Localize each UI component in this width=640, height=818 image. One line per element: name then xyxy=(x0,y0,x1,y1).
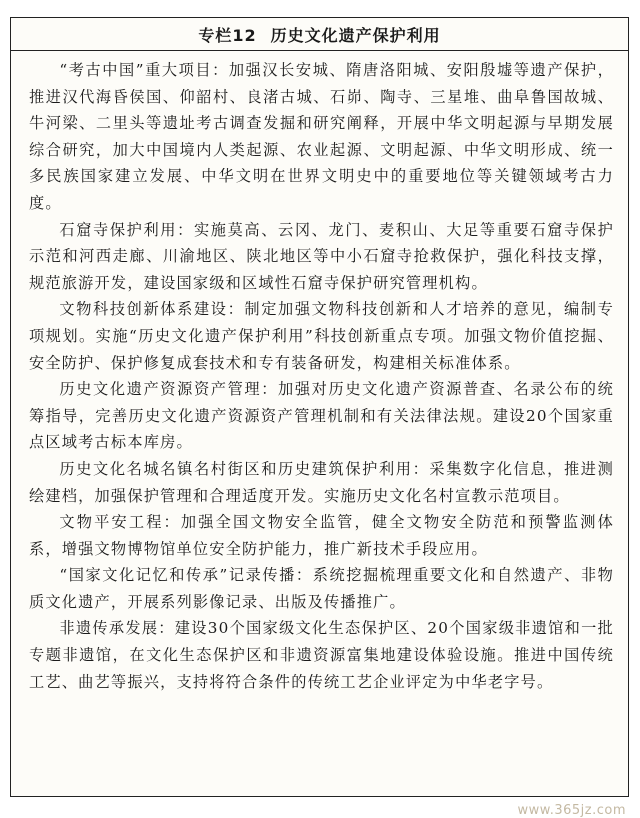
paragraph-intangible-heritage: 非遗传承发展：建设30个国家级文化生态保护区、20个国家级非遗馆和一批专题非遗馆，在文化生态保护区和非遗资源富集地建设体验设施。推进中国传统工艺、曲艺等振兴，支持将符合条件的传统工艺企业评定为中华老字号。 xyxy=(29,619,614,691)
paragraph-archaeology-china: “考古中国”重大项目：加强汉长安城、隋唐洛阳城、安阳殷墟等遗产保护，推进汉代海昏侯国、仰韶村、良渚古城、石峁、陶寺、三星堆、曲阜鲁国故城、牛河梁、二里头等遗址考古调查发掘和研究阐释，开展中华文明起源与早期发展综合研究，加大中国境内人类起源、农业起源、文明起源、中华文明形成、统一多民族国家建立发展、中华文明在世界文明史中的重要地位等关键领域考古力度。 xyxy=(29,61,614,212)
paragraph-resource-management: 历史文化遗产资源资产管理：加强对历史文化遗产资源普查、名录公布的统筹指导，完善历史文化遗产资源资产管理机制和有关法律法规。建设20个国家重点区域考古标本库房。 xyxy=(29,380,614,452)
paragraph-grotto-temples: 石窟寺保护利用：实施莫高、云冈、龙门、麦积山、大足等重要石窟寺保护示范和河西走廊、川渝地区、陕北地区等中小石窟寺抢救保护，强化科技支撑，规范旅游开发，建设国家级和区域性石窟寺保护研究管理机构。 xyxy=(29,220,614,292)
column-content xyxy=(11,51,628,695)
paragraph-tech-innovation: 文物科技创新体系建设：制定加强文物科技创新和人才培养的意见，编制专项规划。实施“历史文化遗产保护利用”科技创新重点专项。加强文物价值挖掘、安全防护、保护修复成套技术和专有装备研发，构建相关标准体系。 xyxy=(29,300,614,372)
paragraph-historic-cities: 历史文化名城名镇名村街区和历史建筑保护利用：采集数字化信息，推进测绘建档，加强保护管理和合理适度开发。实施历史文化名村宣教示范项目。 xyxy=(29,459,614,505)
column-label: 专栏12 xyxy=(198,25,257,45)
column-title-bar xyxy=(11,18,628,51)
column-box xyxy=(10,17,629,797)
paragraph-relic-safety: 文物平安工程：加强全国文物安全监管，健全文物安全防范和预警监测体系，增强文物博物馆单位安全防护能力，推广新技术手段应用。 xyxy=(29,513,614,558)
paragraph-cultural-memory: “国家文化记忆和传承”记录传播：系统挖掘梳理重要文化和自然遗产、非物质文化遗产，开展系列影像记录、出版及传播推广。 xyxy=(29,566,614,611)
column-title: 历史文化遗产保护利用 xyxy=(270,25,441,45)
watermark: www.365jz.com xyxy=(517,803,626,818)
